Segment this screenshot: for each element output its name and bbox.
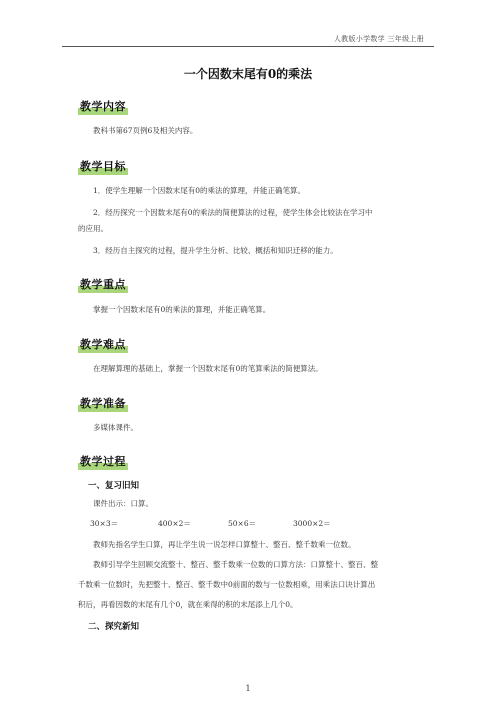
process-para2-line2: 千数乘一位数时，先把整十、整百、整千数中0前面的数与一位数相乘，用乘法口诀计算出 [78,580,376,589]
header-divider [62,46,434,47]
section-heading-goals: 教学目标 [80,160,126,173]
goal-item-2-cont: 的应用。 [78,224,108,233]
section-heading-prep: 教学准备 [80,397,126,410]
content-text: 教科书第67页例6及相关内容。 [93,126,198,135]
calc-item-4: 3000×2＝ [293,519,331,528]
section-heading-process: 教学过程 [80,455,126,468]
prep-text: 多媒体课件。 [93,423,138,432]
process-intro: 课件出示：口算。 [93,499,153,508]
process-sub1: 一、复习旧知 [88,481,140,491]
goal-item-2: 2．经历探究一个因数末尾有0的乘法的简便算法的过程，使学生体会比较法在学习中 [93,208,373,217]
calc-item-2: 400×2＝ [158,519,191,528]
difficulty-text: 在理解算理的基础上，掌握一个因数末尾有0的笔算乘法的简便算法。 [93,364,323,373]
calc-item-1: 30×3＝ [90,519,119,528]
goal-item-3: 3．经历自主探究的过程，提升学生分析、比较、概括和知识迁移的能力。 [93,246,338,255]
process-para2-line1: 教师引导学生回顾交流整十、整百、整千数乘一位数的口算方法：口算整十、整百、整 [93,560,378,569]
page-title: 一个因数末尾有0的乘法 [183,67,313,81]
calc-item-3: 50×6＝ [228,519,257,528]
section-heading-difficulty: 教学难点 [80,338,126,351]
process-para1: 教师先指名学生口算，再让学生说一说怎样口算整十、整百、整千数乘一位数。 [93,540,356,549]
process-para2-line3: 积后，再看因数的末尾有几个0，就在乘得的积的末尾添上几个0。 [78,600,298,609]
process-sub2: 二、探究新知 [88,622,140,632]
key-text: 掌握一个因数末尾有0的乘法的算理，并能正确笔算。 [93,305,271,314]
section-heading-key: 教学重点 [80,278,126,291]
section-heading-content: 教学内容 [80,100,126,113]
page-header: 人教版小学数学 三年级上册 [333,35,424,43]
goal-item-1: 1．使学生理解一个因数末尾有0的乘法的算理，并能正确笔算。 [93,186,306,195]
page-number: 1 [245,684,251,693]
